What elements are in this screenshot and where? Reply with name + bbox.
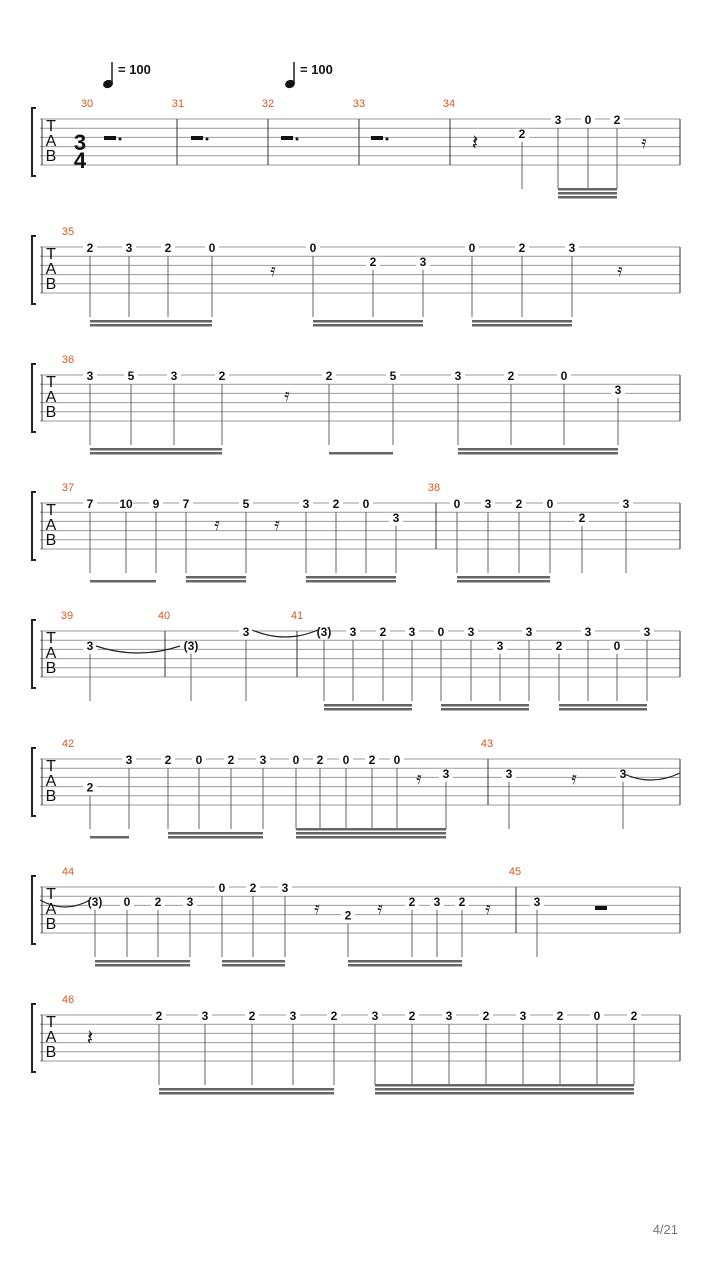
fret-number: 2: [325, 369, 333, 383]
tab-clef-letter: B: [45, 788, 57, 805]
beam: [90, 452, 222, 455]
system-bracket: [32, 876, 36, 944]
fret-number: 5: [389, 369, 397, 383]
fret-number: 3: [584, 625, 592, 639]
fret-number: 3: [201, 1009, 209, 1023]
beam: [90, 320, 212, 323]
page-number: 4/21: [652, 1222, 678, 1237]
tab-clef-letter: T: [46, 118, 56, 135]
beam: [375, 1092, 634, 1095]
beam: [348, 964, 462, 967]
beam: [222, 960, 285, 963]
beam: [458, 452, 618, 455]
fret-number: 3: [505, 766, 513, 781]
tab-clef-letter: T: [46, 246, 56, 263]
fret-number: 3: [519, 1009, 527, 1023]
sixteenth-rest-icon: 𝄿: [270, 260, 276, 280]
fret-number: 3: [86, 638, 94, 653]
beam: [324, 704, 412, 707]
beam: [90, 324, 212, 327]
fret-number: 3: [433, 894, 441, 909]
tab-clef-letter: T: [46, 758, 56, 775]
measure-number: 39: [60, 610, 74, 622]
fret-number: 3: [242, 625, 250, 639]
beam: [457, 576, 550, 579]
beam: [222, 964, 285, 967]
sixteenth-rest-icon: 𝄿: [377, 898, 383, 918]
tab-clef-letter: A: [45, 389, 57, 406]
beam: [306, 580, 396, 583]
fret-number: 3: [289, 1009, 297, 1023]
tab-clef-letter: B: [45, 660, 57, 677]
tab-clef-letter: T: [46, 374, 56, 391]
fret-number: 2: [482, 1009, 490, 1023]
fret-number: 0: [195, 753, 203, 767]
beam: [95, 960, 190, 963]
fret-number: 7: [182, 497, 190, 511]
fret-number: 0: [362, 497, 370, 511]
sixteenth-rest-icon: 𝄿: [485, 898, 491, 918]
measure-number: 33: [352, 98, 366, 110]
fret-number: 2: [154, 894, 162, 909]
fret-number: 3: [349, 625, 357, 639]
measure-number: 37: [61, 482, 75, 494]
fret-number: 3: [496, 638, 504, 653]
fret-number: 3: [525, 625, 533, 639]
fret-number: 2: [86, 780, 94, 795]
system-bracket: [32, 108, 36, 176]
system-bracket: [32, 364, 36, 432]
fret-number: 5: [127, 369, 135, 383]
fret-number: 0: [437, 625, 445, 639]
tab-clef-letter: T: [46, 1014, 56, 1031]
measure-number: 42: [61, 738, 75, 750]
fret-number: 2: [332, 497, 340, 511]
time-signature-denominator: 4: [73, 148, 87, 173]
half-rest-icon: [191, 136, 203, 140]
fret-number: 2: [227, 753, 235, 767]
fret-number: 3: [302, 497, 310, 511]
quarter-rest-icon: 𝄽: [86, 1025, 94, 1050]
fret-number: 3: [454, 369, 462, 383]
fret-number: 0: [584, 113, 592, 127]
fret-number: 2: [218, 369, 226, 383]
measure-number: 40: [157, 610, 171, 622]
fret-number: 2: [248, 1009, 256, 1023]
fret-number: 2: [630, 1009, 638, 1023]
fret-number: 2: [164, 753, 172, 767]
beam: [558, 196, 617, 199]
fret-number: 2: [155, 1009, 163, 1023]
fret-number: 0: [593, 1009, 601, 1023]
beam: [159, 1088, 334, 1091]
tab-clef-letter: T: [46, 886, 56, 903]
fret-number: 0: [342, 753, 350, 767]
fret-number: 10: [119, 497, 133, 511]
tempo-marking: = 100: [300, 62, 333, 77]
fret-number: 3: [467, 625, 475, 639]
beam: [186, 580, 246, 583]
system-bracket: [32, 492, 36, 560]
fret-number: 2: [555, 638, 563, 653]
sixteenth-rest-icon: 𝄿: [284, 385, 290, 405]
sixteenth-rest-icon: 𝄿: [571, 768, 577, 788]
beam: [558, 188, 617, 191]
fret-number: 2: [368, 753, 376, 767]
system-bracket: [32, 620, 36, 688]
fret-number: 2: [249, 881, 257, 895]
half-rest-icon: [104, 136, 116, 140]
fret-number: 3: [186, 894, 194, 909]
time-signature-numerator: 3: [73, 130, 87, 155]
tab-clef-letter: A: [45, 901, 57, 918]
tab-clef-letter: T: [46, 502, 56, 519]
tab-clef-letter: A: [45, 517, 57, 534]
measure-number: 43: [480, 738, 494, 750]
fret-number: 2: [86, 241, 94, 255]
half-rest-icon: [371, 136, 383, 140]
fret-number: 0: [123, 894, 131, 909]
half-rest-icon: [595, 906, 607, 910]
beam: [296, 828, 446, 831]
measure-number: 31: [171, 98, 185, 110]
fret-number: 3: [614, 382, 622, 397]
tempo-marking: = 100: [118, 62, 151, 77]
fret-number: 2: [408, 1009, 416, 1023]
half-rest-icon: [281, 136, 293, 140]
fret-number: 0: [613, 638, 621, 653]
sixteenth-rest-icon: 𝄿: [214, 514, 220, 534]
beam: [296, 836, 446, 839]
tab-clef-letter: A: [45, 773, 57, 790]
fret-number: 0: [309, 241, 317, 255]
beam: [95, 964, 190, 967]
fret-number: 3: [125, 753, 133, 767]
beam: [559, 704, 647, 707]
fret-number: 0: [560, 369, 568, 383]
beam: [296, 832, 446, 835]
fret-number: 3: [568, 241, 576, 255]
beam: [472, 320, 572, 323]
tab-clef-letter: A: [45, 261, 57, 278]
dot-icon: [206, 138, 209, 141]
system-bracket: [32, 236, 36, 304]
beam: [559, 708, 647, 711]
fret-number: 0: [218, 881, 226, 895]
beam: [313, 320, 423, 323]
beam: [168, 832, 263, 835]
tab-clef-letter: A: [45, 645, 57, 662]
beam: [457, 580, 550, 583]
beam: [375, 1088, 634, 1091]
fret-number: 3: [533, 894, 541, 909]
fret-number: 9: [152, 497, 160, 511]
dot-icon: [386, 138, 389, 141]
fret-number: 0: [453, 497, 461, 511]
fret-number: 3: [259, 753, 267, 767]
fret-number: 3: [281, 881, 289, 895]
tab-clef-letter: T: [46, 630, 56, 647]
fret-number: 3: [445, 1009, 453, 1023]
fret-number: 0: [546, 497, 554, 511]
tab-clef-letter: B: [45, 404, 57, 421]
measure-number: 32: [261, 98, 275, 110]
beam: [313, 324, 423, 327]
beam: [472, 324, 572, 327]
measure-number: 41: [290, 610, 304, 622]
sixteenth-rest-icon: 𝄿: [641, 132, 647, 152]
fret-number: (3): [87, 894, 103, 909]
fret-number: 2: [518, 126, 526, 141]
fret-number: 3: [371, 1009, 379, 1023]
fret-number: 5: [242, 497, 250, 511]
system-bracket: [32, 1004, 36, 1072]
fret-number: (3): [316, 625, 332, 639]
beam: [168, 836, 263, 839]
beam: [324, 708, 412, 711]
fret-number: 3: [442, 766, 450, 781]
tab-clef-letter: B: [45, 532, 57, 549]
fret-number: 2: [556, 1009, 564, 1023]
tab-clef-letter: A: [45, 133, 57, 150]
dot-icon: [296, 138, 299, 141]
fret-number: 2: [379, 625, 387, 639]
fret-number: (3): [183, 638, 199, 653]
fret-number: 2: [408, 894, 416, 909]
fret-number: 3: [392, 510, 400, 525]
beam: [159, 1092, 334, 1095]
fret-number: 3: [484, 497, 492, 511]
fret-number: 2: [330, 1009, 338, 1023]
fret-number: 2: [344, 908, 352, 923]
sixteenth-rest-icon: 𝄿: [274, 514, 280, 534]
beam: [348, 960, 462, 963]
fret-number: 3: [643, 625, 651, 639]
beam: [90, 580, 156, 583]
fret-number: 3: [554, 113, 562, 127]
sixteenth-rest-icon: 𝄿: [416, 768, 422, 788]
fret-number: 2: [518, 241, 526, 255]
tie: [622, 773, 680, 780]
fret-number: 0: [468, 241, 476, 255]
fret-number: 3: [170, 369, 178, 383]
measure-number: 34: [442, 98, 456, 110]
sixteenth-rest-icon: 𝄿: [314, 898, 320, 918]
beam: [186, 576, 246, 579]
fret-number: 2: [164, 241, 172, 255]
fret-number: 2: [613, 113, 621, 127]
sixteenth-rest-icon: 𝄿: [617, 260, 623, 280]
tab-clef-letter: B: [45, 1044, 57, 1061]
beam: [458, 448, 618, 451]
fret-number: 3: [408, 625, 416, 639]
tab-clef-letter: B: [45, 916, 57, 933]
fret-number: 2: [369, 254, 377, 269]
fret-number: 0: [393, 753, 401, 767]
fret-number: 3: [622, 497, 630, 511]
fret-number: 2: [316, 753, 324, 767]
measure-number: 35: [61, 226, 75, 238]
quarter-rest-icon: 𝄽: [471, 130, 479, 155]
beam: [90, 836, 129, 839]
fret-number: 3: [125, 241, 133, 255]
system-bracket: [32, 748, 36, 816]
measure-number: 36: [61, 354, 75, 366]
beam: [329, 452, 393, 455]
fret-number: 0: [208, 241, 216, 255]
beam: [306, 576, 396, 579]
measure-number: 45: [508, 866, 522, 878]
tab-clef-letter: B: [45, 276, 57, 293]
fret-number: 0: [292, 753, 300, 767]
beam: [441, 704, 529, 707]
tab-clef-letter: A: [45, 1029, 57, 1046]
beam: [441, 708, 529, 711]
measure-number: 46: [61, 994, 75, 1006]
fret-number: 7: [86, 497, 94, 511]
fret-number: 3: [619, 766, 627, 781]
beam: [90, 448, 222, 451]
fret-number: 3: [86, 369, 94, 383]
dot-icon: [119, 138, 122, 141]
measure-number: 38: [427, 482, 441, 494]
fret-number: 2: [507, 369, 515, 383]
fret-number: 2: [458, 894, 466, 909]
fret-number: 2: [578, 510, 586, 525]
measure-number: 30: [80, 98, 94, 110]
beam: [558, 192, 617, 195]
fret-number: 3: [419, 254, 427, 269]
fret-number: 2: [515, 497, 523, 511]
beam: [375, 1084, 634, 1087]
tab-clef-letter: B: [45, 148, 57, 165]
measure-number: 44: [61, 866, 75, 878]
